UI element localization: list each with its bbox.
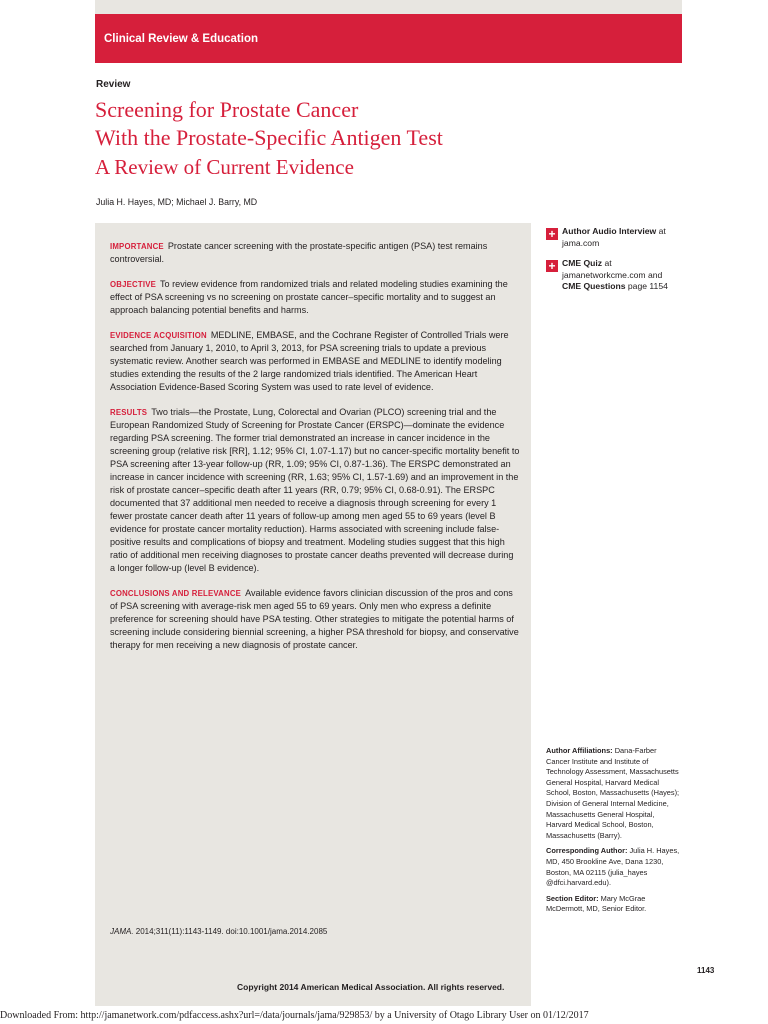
objective-heading: OBJECTIVE (110, 280, 156, 289)
cme-questions-page: page 1154 (625, 281, 668, 291)
audio-interview-location: at jama.com (562, 226, 666, 248)
plus-icon[interactable]: + (546, 260, 558, 272)
corresponding-author (546, 846, 680, 888)
importance-heading: IMPORTANCE (110, 242, 164, 251)
citation-journal: JAMA. (110, 927, 134, 936)
conclusions-text: Available evidence favors clinician discussion of the pros and cons of PSA screening with average-risk men aged 55 to 69 years. Only men who express a definite preference for screening should have PSA testing. Other strategies to mitigate the potential harms of screening include considering biennial screening, a higher PSA threshold for biopsy, and conservative therapy for men receiving a new diagnosis of prostate cancer. (110, 588, 519, 650)
article-type: Review (96, 79, 131, 90)
corresponding-heading: Corresponding Author: (546, 846, 628, 856)
abstract-conclusions (110, 587, 520, 652)
title-line-1: Screening for Prostate Cancer (95, 97, 359, 122)
affiliations (546, 746, 680, 841)
abstract-importance (110, 240, 520, 266)
section-editor (546, 894, 680, 915)
cme-quiz-location: at jamanetworkcme.com and (562, 258, 663, 280)
objective-text: To review evidence from randomized trials and related modeling studies examining the effect of PSA screening vs no screening on prostate cancer–specific mortality and to suggest an approach balancing potential benefits and harms. (110, 279, 508, 315)
download-line: Downloaded From: http://jamanetwork.com/pdfaccess.ashx?url=/data/journals/jama/929853/ by a University of Otago Library User on 01/12/2017 (0, 1010, 589, 1021)
page-number: 1143 (697, 966, 715, 975)
cme-quiz-label: CME Quiz (562, 258, 603, 268)
evidence-text: MEDLINE, EMBASE, and the Cochrane Register of Controlled Trials were searched from January 1, 2010, to April 3, 2013, for PSA screening trials to update a previous systematic review. Another search was performed in EMBASE and MEDLINE to identify modeling studies extending the results of the 2 large randomized trials identified. The American Heart Association Evidence-Based Scoring System was used to rate level of evidence. (110, 330, 509, 392)
corresponding-text: Julia H. Hayes, MD, 450 Brookline Ave, Dana 1230, Boston, MA 02115 (julia_hayes @dfci.harvard.edu). (546, 846, 680, 888)
citation-details: 2014;311(11):1143-1149. doi:10.1001/jama.2014.2085 (133, 927, 328, 936)
importance-text: Prostate cancer screening with the prostate-specific antigen (PSA) test remains controversial. (110, 241, 488, 264)
author-info (546, 746, 680, 920)
title-line-2: With the Prostate-Specific Antigen Test (95, 125, 443, 150)
section-editor-heading: Section Editor: (546, 893, 599, 903)
conclusions-heading: CONCLUSIONS AND RELEVANCE (110, 589, 242, 598)
cme-questions-label: CME Questions (562, 281, 626, 291)
abstract (110, 240, 520, 664)
authors: Julia H. Hayes, MD; Michael J. Barry, MD (96, 197, 258, 207)
footer-right-background (531, 968, 682, 1006)
audio-interview-link[interactable] (562, 226, 680, 249)
abstract-objective (110, 278, 520, 317)
subtitle: A Review of Current Evidence (95, 155, 354, 179)
abstract-evidence (110, 329, 520, 394)
results-heading: RESULTS (110, 408, 148, 417)
plus-icon[interactable]: + (546, 228, 558, 240)
evidence-heading: EVIDENCE ACQUISITION (110, 331, 207, 340)
copyright: Copyright 2014 American Medical Association. All rights reserved. (237, 982, 505, 992)
results-text: Two trials—the Prostate, Lung, Colorectal and Ovarian (PLCO) screening trial and the European Randomized Study of Screening for Prostate Cancer (ERSPC)—dominate the evidence regarding PSA screening. The former trial demonstrated an increase in cancer incidence in the screening group (relative risk [RR], 1.12; 95% CI, 1.07-1.17) but no cancer-specific mortality benefit to PSA screening after 13-year follow-up (RR, 1.09; 95% CI, 0.87-1.36). The ERSPC demonstrated an increase in cancer incidence with screening (RR, 1.63; 95% CI, 1.57-1.69) and an improvement in the risk of prostate cancer–specific death after 11 years (RR, 0.79; 95% CI, 0.68-0.91). The ERSPC documented that 37 additional men needed to receive a diagnosis through screening for every 1 fewer prostate cancer death after 11 years of follow-up among men aged 55 to 69 years (level B evidence for prostate cancer mortality reduction). Harms associated with screening include false-positive results and complications of biopsy and treatment. Modeling studies suggest that this high ratio of additional men receiving diagnoses to prostate cancer deaths prevented will decrease during a longer follow-up (level B evidence). (110, 407, 520, 573)
section-editor-text: Mary McGrae McDermott, MD, Senior Editor. (546, 893, 647, 914)
affiliations-text: Dana-Farber Cancer Institute and Institute of Technology Assessment, Massachusetts General Hospital, Harvard Medical School, Boston, Massachusetts (Hayes); Division of General Internal Medicine, Massachusetts General Hospital, Harvard Medical School, Boston, Massachusetts (Barry). (546, 746, 680, 840)
abstract-results (110, 406, 520, 575)
citation (110, 927, 327, 936)
cme-quiz-link[interactable] (562, 258, 680, 293)
header-banner-red-extension (245, 14, 682, 63)
affiliations-heading: Author Affiliations: (546, 746, 613, 755)
audio-interview-label: Author Audio Interview (562, 226, 657, 236)
section-label: Clinical Review & Education (104, 33, 259, 45)
